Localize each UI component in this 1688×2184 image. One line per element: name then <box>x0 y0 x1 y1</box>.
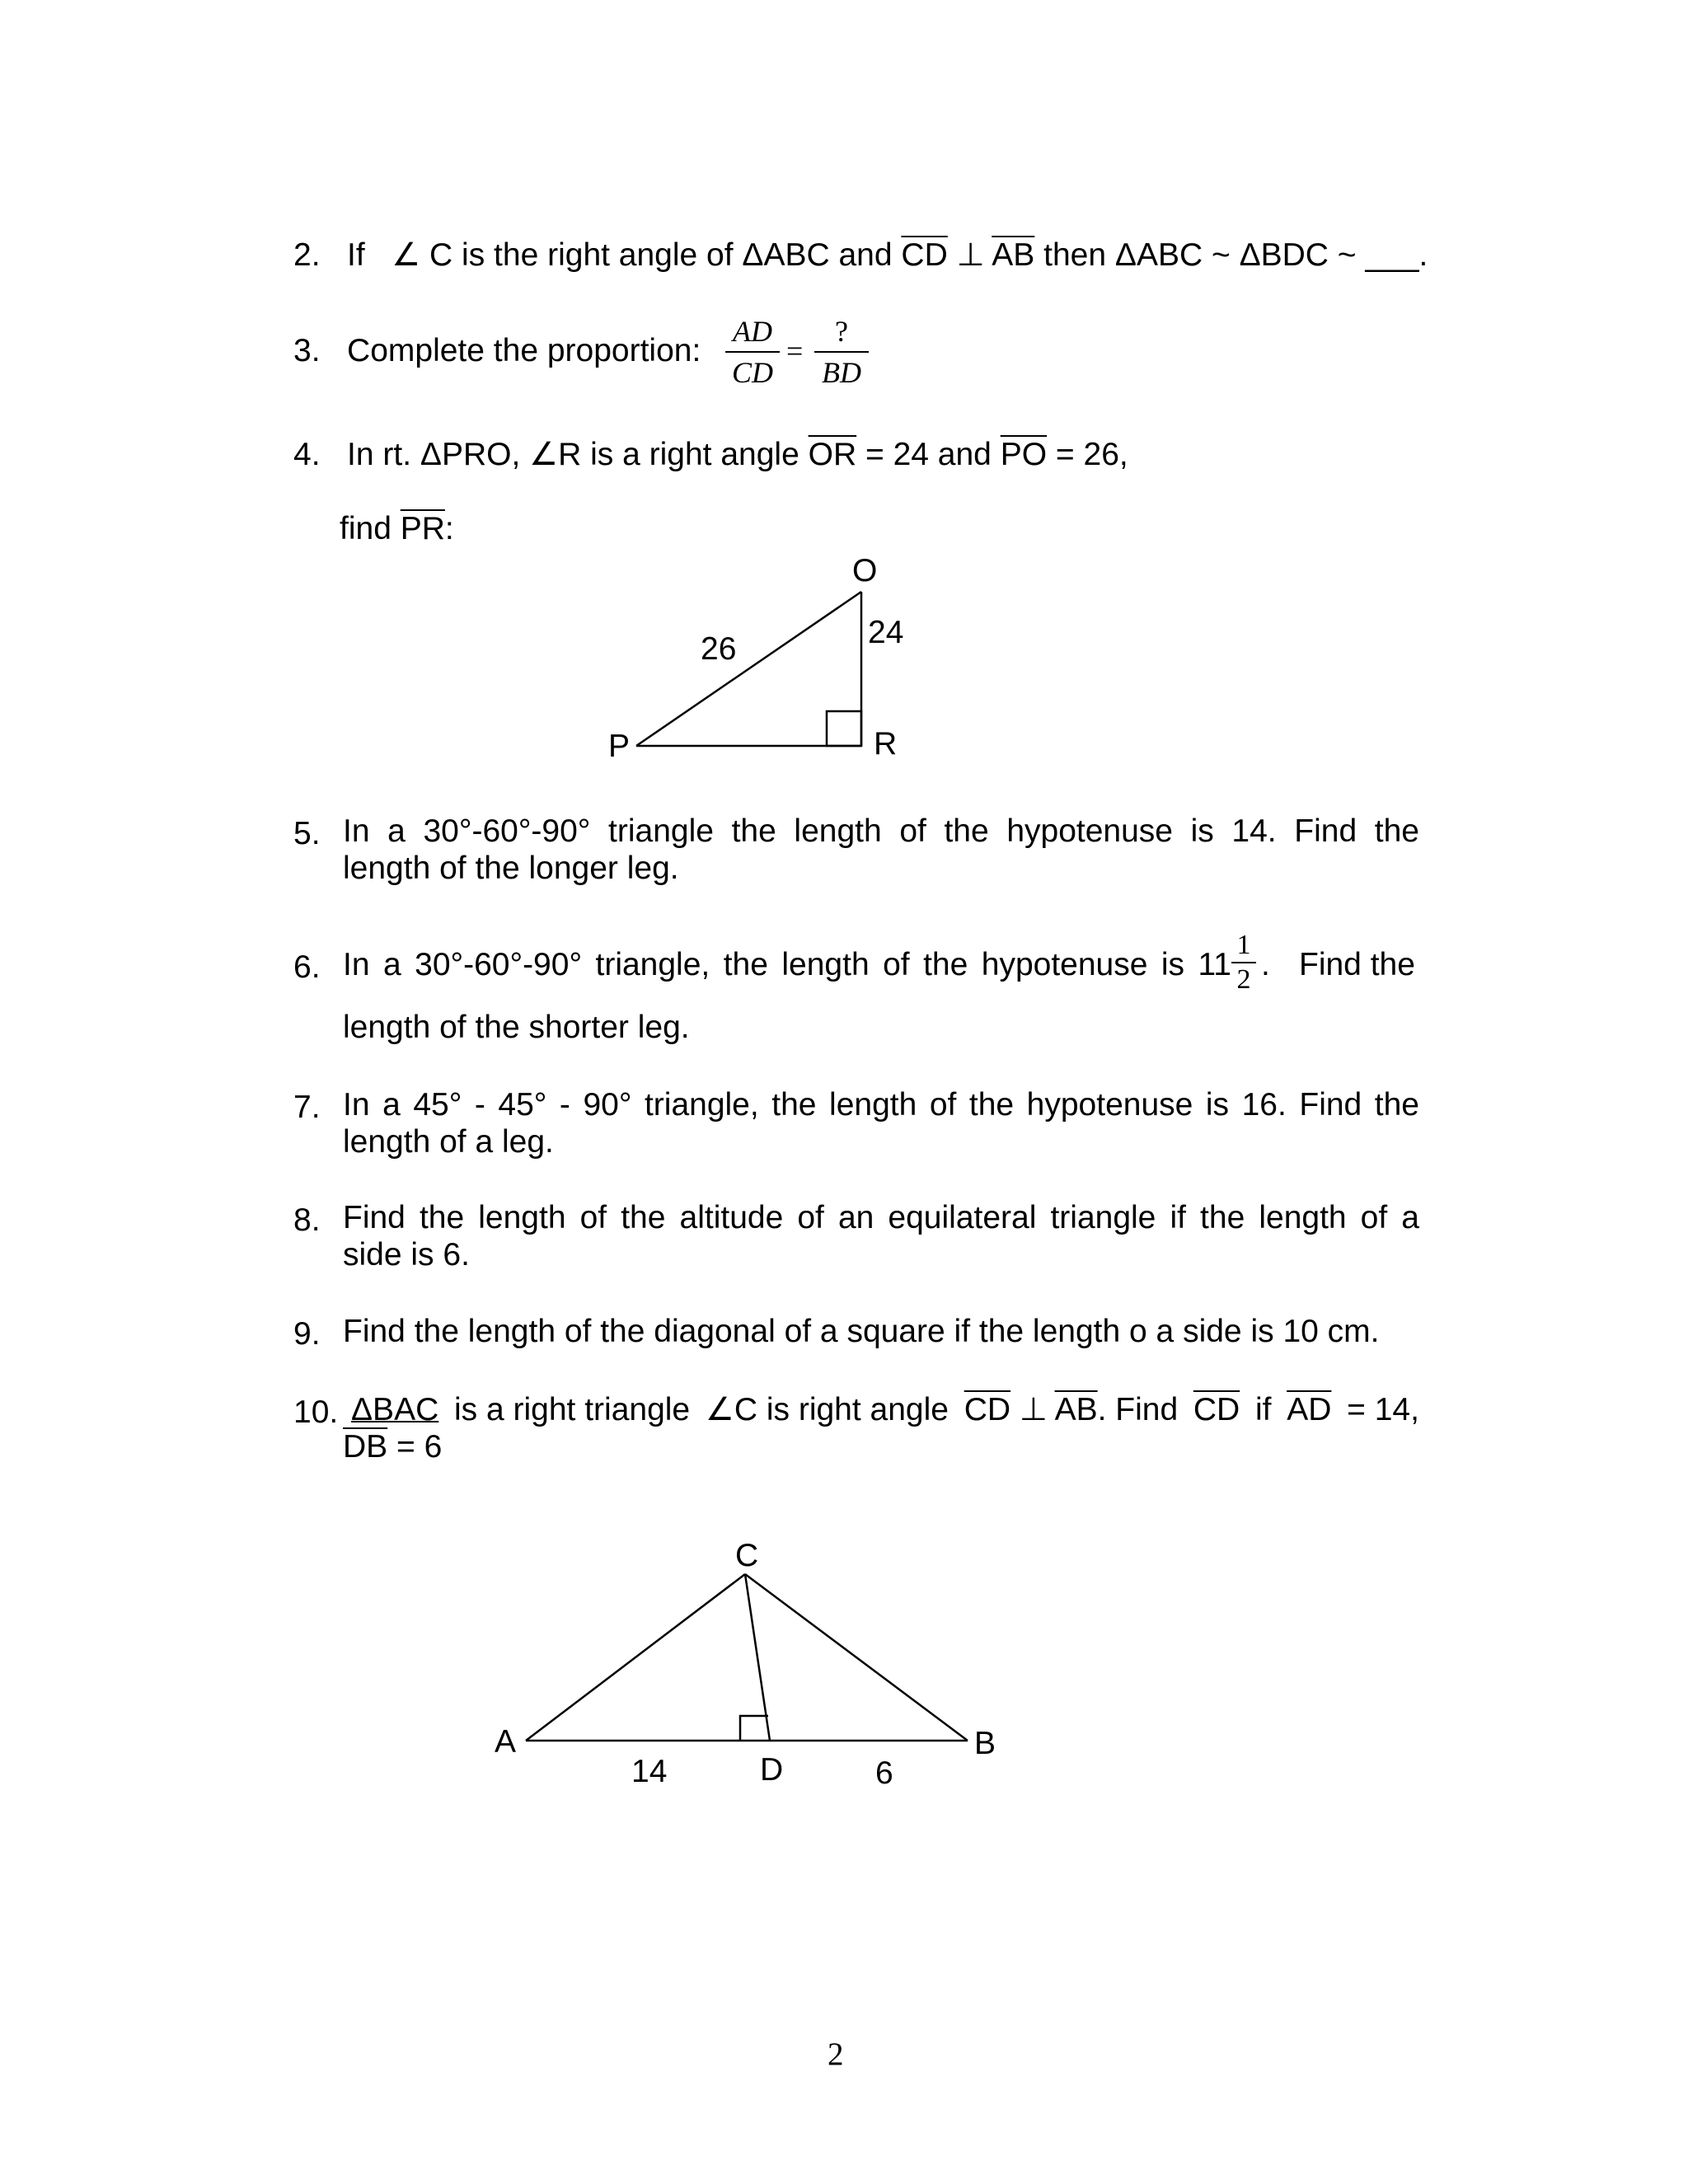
fraction-bar <box>1231 962 1256 963</box>
q6-line-1: In a 30°-60°-90° triangle, the length of the hypotenuse is 11 <box>343 947 1231 982</box>
fraction-denominator: BD <box>822 356 861 389</box>
segment-label-db: 6 <box>875 1755 893 1791</box>
right-angle-marker <box>827 711 861 746</box>
fraction-bar <box>814 351 869 353</box>
q4-text-a: In rt. ΔPRO, <box>347 437 521 472</box>
vertex-label-b: B <box>974 1726 996 1761</box>
vertex-label-p: P <box>608 729 631 764</box>
q6-number: 6. <box>293 949 321 985</box>
vertex-label-a: A <box>495 1724 517 1760</box>
fraction-bar <box>725 351 780 353</box>
side-ac <box>526 1574 745 1741</box>
q10-triangle-name: ΔBAC <box>351 1392 439 1427</box>
q4-text-d: = 26, <box>1055 437 1128 472</box>
q10-text-b: C is right angle <box>734 1392 949 1427</box>
q4-find: find <box>340 511 392 546</box>
angle-symbol: ∠ <box>705 1392 734 1427</box>
q4-colon: : <box>444 511 454 546</box>
q10-line-2 <box>343 1427 442 1467</box>
segment-cd: $\overline{CD}$ <box>964 1392 1011 1427</box>
segment-ad: $\overline{AD}$ <box>1287 1392 1332 1427</box>
segment-db: $\overline{DB}$ <box>343 1429 388 1465</box>
vertex-label-o: O <box>852 553 878 588</box>
q10-angle-text <box>706 1390 949 1430</box>
triangle-pro-figure <box>577 544 948 766</box>
proportion-fraction-left <box>725 313 780 391</box>
perpendicular-symbol: ⊥ <box>956 237 985 273</box>
q2-number: 2. <box>293 237 321 273</box>
q10-text-f: = 6 <box>396 1429 443 1465</box>
q10-text-c: . Find <box>1097 1392 1179 1427</box>
q8-number: 8. <box>293 1202 321 1238</box>
q10-line-1 <box>351 1390 1419 1430</box>
q6-period: . <box>1261 947 1270 982</box>
q8-line-2: side is 6. <box>343 1237 470 1272</box>
q10-number: 10. <box>293 1394 339 1430</box>
q10-text-e: = 14, <box>1347 1392 1419 1427</box>
angle-symbol: ∠ <box>392 237 421 273</box>
perpendicular-symbol: ⊥ <box>1019 1392 1048 1427</box>
side-label-leg: 24 <box>868 615 904 650</box>
q2-period: . <box>1418 237 1428 273</box>
side-cb <box>745 1574 968 1741</box>
q7-line-1: In a 45° - 45° - 90° triangle, the length of the hypotenuse is 16. Find the <box>343 1087 1419 1122</box>
q2-text-a: C is the right angle of ΔABC and <box>429 237 893 273</box>
proportion-equals: = <box>786 335 804 368</box>
segment-ab: $\overline{AB}$ <box>1054 1392 1098 1427</box>
q9-number: 9. <box>293 1316 321 1352</box>
q5-number: 5. <box>293 816 321 851</box>
fraction-numerator: AD <box>733 315 772 348</box>
q5-line-2: length of the longer leg. <box>343 851 679 886</box>
q7-number: 7. <box>293 1090 321 1125</box>
question-2 <box>293 236 1428 275</box>
segment-or: $\overline{OR}$ <box>808 437 857 472</box>
mixed-number-fraction <box>1231 930 1256 996</box>
segment-label-ad: 14 <box>631 1754 668 1789</box>
segment-cd-find: $\overline{CD}$ <box>1193 1392 1240 1427</box>
q6-find-the: Find the <box>1299 947 1415 982</box>
segment-ab: $\overline{AB}$ <box>992 237 1035 273</box>
segment-po: $\overline{PO}$ <box>1000 437 1048 472</box>
fraction-denominator: 2 <box>1236 964 1251 995</box>
q10-perp-expr <box>964 1390 1178 1430</box>
q2-if: If <box>347 237 365 273</box>
segment-cd: $\overline{CD}$ <box>901 237 948 273</box>
fraction-numerator: 1 <box>1236 930 1251 960</box>
q9-line-1: Find the length of the diagonal of a square if the length o a side is 10 cm. <box>343 1314 1380 1349</box>
answer-blank: ___ <box>1365 237 1419 273</box>
q3-text: Complete the proportion: <box>347 333 701 368</box>
vertex-label-r: R <box>874 726 898 762</box>
proportion-fraction-right <box>814 313 869 391</box>
fraction-denominator: CD <box>731 356 773 389</box>
vertex-label-d: D <box>760 1752 784 1788</box>
q2-text-b: then ΔABC ~ ΔBDC ~ <box>1043 237 1357 273</box>
segment-pr: $\overline{PR}$ <box>400 511 445 546</box>
q4-text-c: = 24 and <box>865 437 992 472</box>
question-4 <box>293 435 1128 475</box>
q10-text-a: is a right triangle <box>453 1392 691 1427</box>
question-4-find <box>340 509 454 549</box>
q7-line-2: length of a leg. <box>343 1124 554 1160</box>
q8-line-1: Find the length of the altitude of an equilateral triangle if the length of a <box>343 1200 1419 1235</box>
q4-text-b: R is a right angle <box>558 437 799 472</box>
vertex-label-c: C <box>735 1538 759 1573</box>
q5-line-1: In a 30°-60°-90° triangle the length of the hypotenuse is 14. Find the <box>343 813 1419 849</box>
triangle-bac-figure <box>478 1525 1055 1805</box>
question-3 <box>293 331 701 371</box>
page-number: 2 <box>828 2036 844 2072</box>
angle-symbol: ∠ <box>529 437 559 472</box>
q10-text-d: if <box>1254 1392 1272 1427</box>
q6-line-2: length of the shorter leg. <box>343 1010 690 1045</box>
q3-number: 3. <box>293 333 321 368</box>
q4-number: 4. <box>293 437 321 472</box>
right-angle-marker <box>740 1716 768 1741</box>
fraction-numerator: ? <box>835 315 848 348</box>
side-label-hypotenuse: 26 <box>701 631 737 667</box>
